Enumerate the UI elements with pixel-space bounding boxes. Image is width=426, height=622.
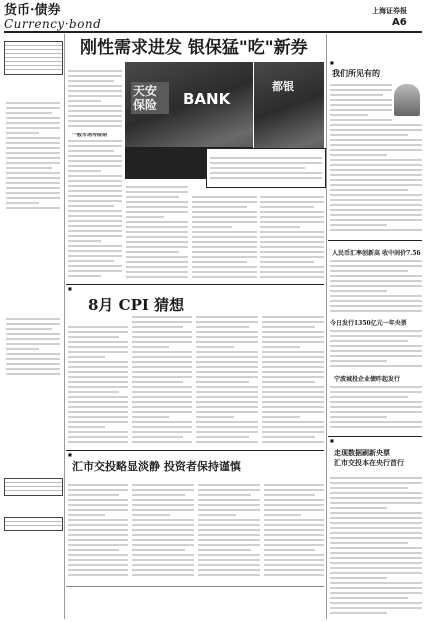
paper-name: 上海证券报 — [372, 6, 407, 15]
section-title-cn: 货币·债券 — [4, 3, 61, 18]
photo-sign: 都银 — [272, 80, 294, 93]
fx-body-col1 — [68, 484, 128, 582]
news-head-ningbo: 宁波城投企业债昨起发行 — [334, 376, 401, 383]
sidebar-table — [4, 478, 63, 496]
news-head-bills: 今日发行1350亿元一年央票 — [330, 320, 407, 327]
cpi-headline: 8月 CPI 猜想 — [88, 296, 185, 314]
main-subhead: 一般市场寿险期 — [72, 133, 108, 138]
column-text — [330, 124, 422, 236]
sidebar-table — [4, 517, 63, 531]
main-body-col1 — [68, 140, 122, 282]
cpi-section-label — [68, 286, 72, 292]
column-title: 我们所见有的 — [332, 68, 380, 78]
rb-section-label — [330, 438, 334, 444]
main-lead-text — [68, 70, 122, 130]
photo-sign: BANK — [183, 90, 231, 108]
author-portrait — [394, 84, 420, 116]
main-body-col2 — [126, 186, 188, 282]
rb-body — [330, 477, 422, 619]
news-head-rmb: 人民币汇率创新高 收中间价7.56 — [332, 250, 421, 257]
rb-headline: 走现数据刷新央票 — [334, 448, 390, 457]
sidebar-text — [6, 102, 60, 212]
main-headline: 刚性需求进发 银保猛"吃"新券 — [80, 38, 308, 58]
cpi-body-col3 — [196, 316, 258, 448]
news-text — [330, 260, 422, 316]
data-table-box — [206, 148, 326, 188]
right-column-divider — [326, 34, 327, 619]
fx-section-label — [68, 452, 72, 458]
fx-body-col2 — [132, 484, 194, 582]
cpi-body-col2 — [132, 316, 192, 448]
page-number: A6 — [392, 17, 407, 28]
section-title-en: Currency·bond — [4, 17, 102, 31]
column-text — [330, 84, 392, 124]
fx-headline: 汇市交投略显淡静 投资者保持谨慎 — [72, 460, 241, 473]
rb-subhead: 汇市交投本在央行首行 — [334, 458, 404, 467]
header-rule — [4, 31, 422, 33]
sidebar-text — [6, 318, 60, 378]
column-label — [330, 60, 334, 66]
main-body-col3 — [192, 196, 257, 282]
sidebar-table — [4, 41, 63, 75]
news-text — [330, 386, 422, 432]
main-body-col4 — [260, 196, 324, 282]
sidebar-divider — [64, 34, 65, 619]
cpi-body-col1 — [68, 326, 128, 448]
news-text — [330, 330, 422, 372]
cpi-body-col4 — [262, 316, 324, 448]
photo-sign: 天安保险 — [131, 82, 169, 114]
fx-body-col4 — [264, 484, 324, 582]
fx-body-col3 — [198, 484, 260, 582]
